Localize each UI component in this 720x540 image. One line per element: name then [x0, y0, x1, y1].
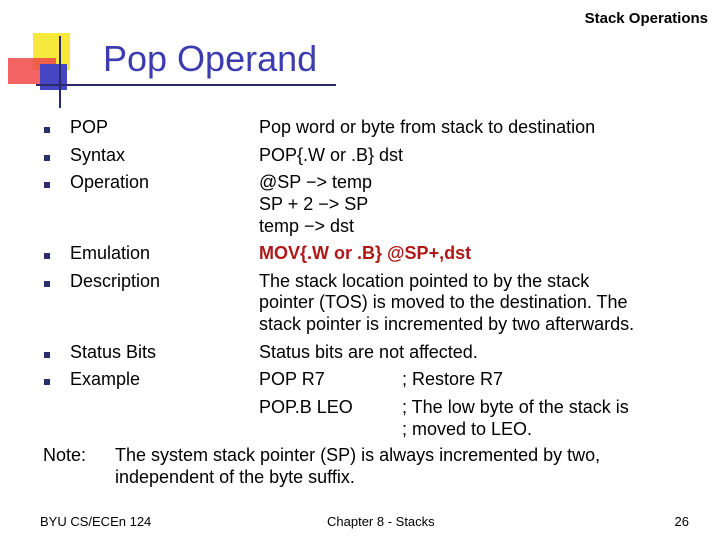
bullet-icon [44, 182, 50, 188]
operation-line: SP + 2 −> SP [259, 194, 369, 214]
bullet-icon [44, 281, 50, 287]
bullet-icon [44, 253, 50, 259]
footer-course: BYU CS/ECEn 124 [40, 514, 152, 529]
pop-desc: Pop word or byte from stack to destination [259, 117, 596, 137]
row-label-operation: Operation [70, 172, 150, 192]
note-label: Note: [43, 445, 87, 465]
header-title: Stack Operations [584, 10, 708, 27]
row-label-emulation: Emulation [70, 243, 151, 263]
row-label-description: Description [70, 271, 161, 291]
example-comment: ; Restore R7 [402, 369, 504, 389]
operation-line: @SP −> temp [259, 172, 373, 192]
slide-title: Pop Operand [103, 38, 318, 79]
example-comment: ; The low byte of the stack is [402, 397, 629, 417]
emulation-desc: MOV{.W or .B} @SP+,dst [259, 243, 472, 263]
decor-blue-square [40, 64, 67, 90]
bullet-icon [44, 155, 50, 161]
status-desc: Status bits are not affected. [259, 342, 478, 362]
row-label-syntax: Syntax [70, 145, 126, 165]
bullet-icon [44, 379, 50, 385]
note-line: independent of the byte suffix. [115, 467, 355, 487]
syntax-desc: POP{.W or .B} dst [259, 145, 404, 165]
bullet-icon [44, 127, 50, 133]
decor-horizontal-line [36, 84, 336, 86]
example-code: POP R7 [259, 369, 325, 389]
operation-line: temp −> dst [259, 216, 355, 236]
description-line: stack pointer is incremented by two afterwards. [259, 314, 635, 334]
description-line: pointer (TOS) is moved to the destination. The [259, 292, 628, 312]
row-label-pop: POP [70, 117, 109, 137]
description-line: The stack location pointed to by the stack [259, 271, 590, 291]
example-comment: ; moved to LEO. [402, 419, 533, 439]
note-line: The system stack pointer (SP) is always incremented by two, [115, 445, 601, 465]
row-label-status: Status Bits [70, 342, 157, 362]
row-label-example: Example [70, 369, 141, 389]
bullet-icon [44, 352, 50, 358]
footer-page-number: 26 [674, 514, 689, 529]
decor-vertical-line [59, 36, 61, 108]
example-code: POP.B LEO [259, 397, 353, 417]
footer-chapter: Chapter 8 - Stacks [327, 514, 435, 529]
